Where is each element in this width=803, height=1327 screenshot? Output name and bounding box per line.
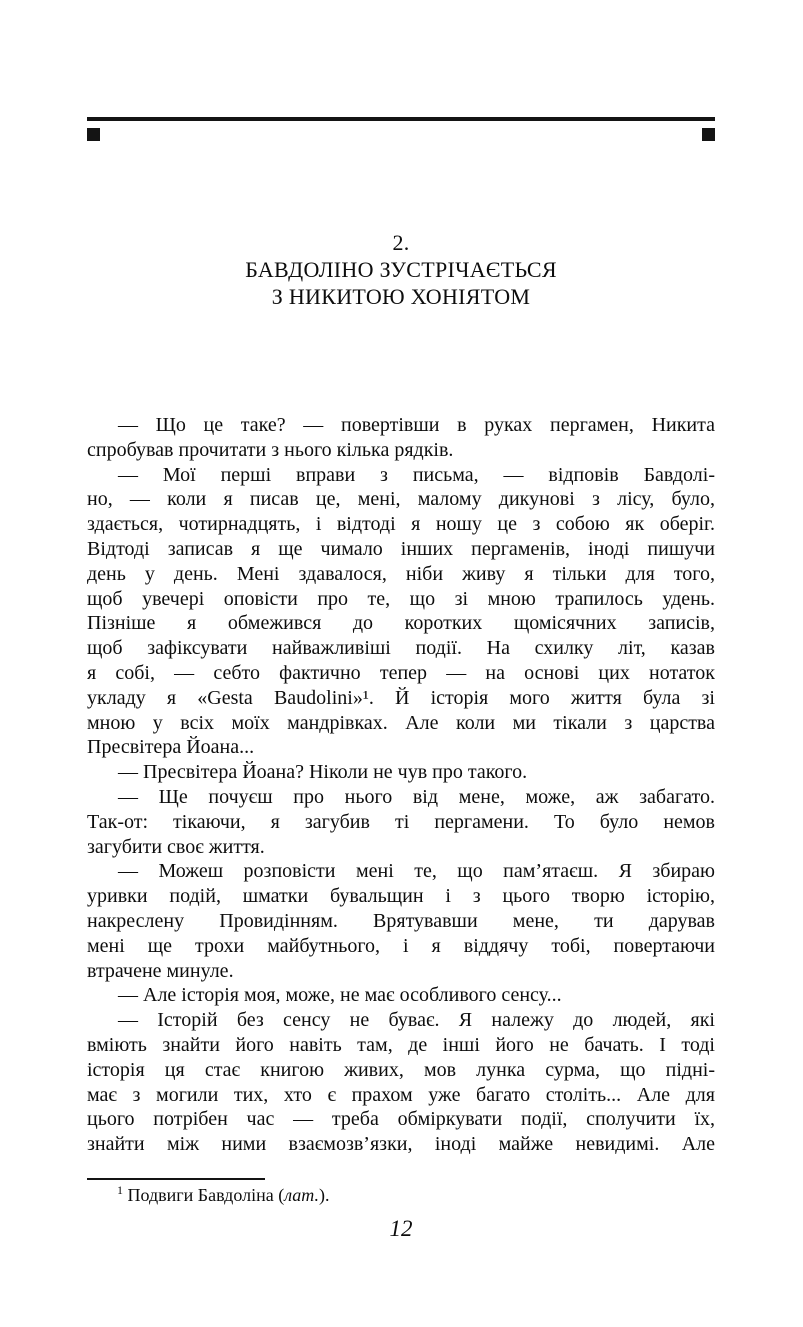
- text-line: знайти між ними взаємозв’язки, іноді майже невидимі. Але: [87, 1133, 715, 1156]
- text-line: — Що це таке? — повертівши в руках пергамен, Никита: [118, 414, 715, 436]
- text-line: здається, чотирнадцять, і відтоді я ношу це з собою як оберіг.: [87, 513, 715, 536]
- header-square-left-icon: [87, 128, 100, 141]
- footnote: [87, 1184, 715, 1206]
- text-line: я собі, — себто фактично тепер — на основі цих нотаток: [87, 661, 715, 684]
- text-line: вміють знайти його навіть там, де інші його не бачать. І тоді: [87, 1033, 715, 1056]
- chapter-number: 2.: [392, 230, 410, 255]
- text-line: має з могили тих, хто є прахом уже багато століть... Але для: [87, 1083, 715, 1106]
- text-line: цього потрібен час — треба обміркувати події, сполучити їх,: [87, 1108, 715, 1131]
- chapter-heading: [87, 229, 715, 310]
- text-line: Так-от: тікаючи, я загубив ті пергамени. То було немов: [87, 810, 715, 833]
- footnote-rule: [87, 1178, 265, 1180]
- text-line: щоб увечері оповісти про те, що зі мною трапилось удень.: [87, 587, 715, 610]
- text-line: загубити своє життя.: [87, 835, 265, 858]
- footnote-text: Подвиги Бавдоліна (: [123, 1185, 285, 1205]
- chapter-title-line1: БАВДОЛІНО ЗУСТРІЧАЄТЬСЯ: [245, 257, 557, 282]
- text-line: — Ще почуєш про нього від мене, може, аж забагато.: [118, 785, 715, 808]
- text-line: — Пресвітера Йоана? Ніколи не чув про такого.: [118, 761, 528, 784]
- text-line: спробував прочитати з нього кілька рядків.: [87, 438, 454, 461]
- text-line: Відтоді записав я ще чимало інших пергаменів, іноді пишучи: [87, 537, 715, 560]
- header-ornament: [87, 117, 715, 145]
- text-line: — Але історія моя, може, не має особливого сенсу...: [118, 984, 562, 1007]
- chapter-title-line2: З НИКИТОЮ ХОНІЯТОМ: [271, 284, 531, 309]
- text-line: втрачене минуле.: [87, 959, 234, 982]
- text-line: мною у всіх моїх мандрівках. Але коли ми тікали з царства: [87, 711, 715, 734]
- header-square-right-icon: [702, 128, 715, 141]
- text-line: мені ще трохи майбутнього, і я віддячу тобі, повертаючи: [87, 934, 715, 957]
- body-text: [87, 413, 715, 1157]
- footnote-marker: 1: [117, 1183, 123, 1197]
- text-line: уривки подій, шматки бувальщин і з цього творю історію,: [87, 885, 715, 908]
- page-number: 12: [389, 1216, 413, 1241]
- text-line: історія ця стає книгою живих, мов лунка сурма, що підні-: [87, 1058, 715, 1081]
- text-line: — Мої перші вправи з письма, — відповів Бавдолі-: [118, 463, 715, 486]
- text-line: накреслену Провидінням. Врятувавши мене, ти дарував: [87, 909, 715, 932]
- text-line: день у день. Мені здавалося, ніби живу я тільки для того,: [87, 562, 715, 585]
- text-line: но, — коли я писав це, мені, малому дикунові з лісу, було,: [87, 488, 715, 511]
- text-line: — Історій без сенсу не буває. Я належу до людей, які: [118, 1009, 715, 1032]
- footnote-text-end: ).: [318, 1185, 330, 1205]
- header-rule: [87, 117, 715, 121]
- text-line: Пізніше я обмежився до коротких щомісячних записів,: [87, 612, 715, 635]
- text-line: — Можеш розповісти мені те, що пам’ятаєш. Я збираю: [118, 860, 715, 883]
- footnote-italic-text: лат.: [284, 1185, 319, 1205]
- text-line: Пресвітера Йоана...: [87, 736, 255, 759]
- text-line: укладу я «Gesta Baudolini»¹. Й історія мого життя була зі: [87, 686, 715, 709]
- text-line: щоб зафіксувати найважливіші події. На схилку літ, казав: [87, 637, 715, 660]
